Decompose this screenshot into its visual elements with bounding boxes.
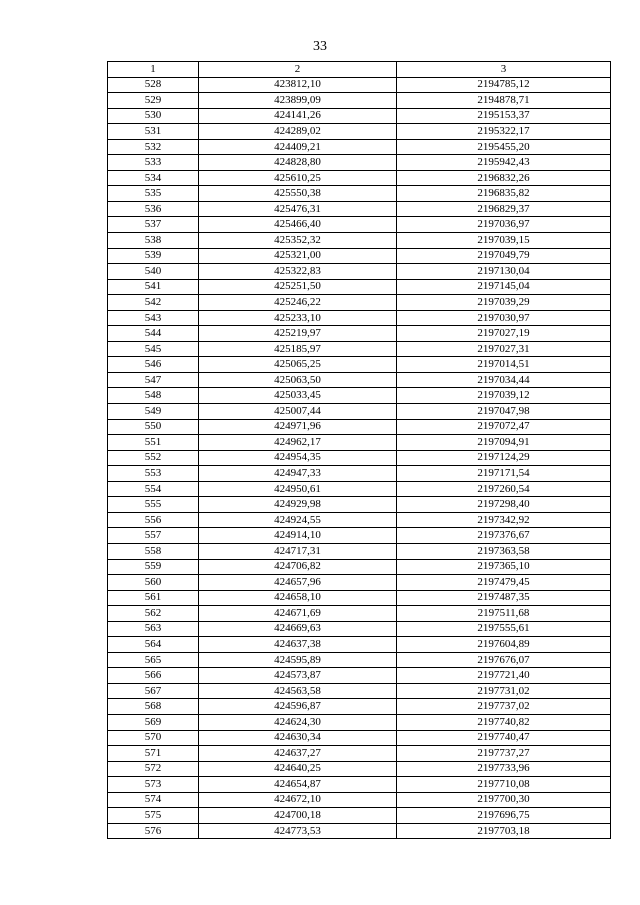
table-row [108,155,611,171]
y-coordinate-cell: 2197363,58 [397,543,611,559]
y-coordinate-cell: 2197700,30 [397,792,611,808]
table-row [108,248,611,264]
point-number-cell: 531 [108,124,199,140]
x-coordinate-cell: 425233,10 [199,310,397,326]
table-row [108,264,611,280]
y-coordinate-cell: 2197342,92 [397,512,611,528]
x-coordinate-cell: 424671,69 [199,606,397,622]
point-number-cell: 541 [108,279,199,295]
table-row [108,777,611,793]
x-coordinate-cell: 425246,22 [199,295,397,311]
point-number-cell: 544 [108,326,199,342]
point-number-cell: 553 [108,466,199,482]
table-row [108,590,611,606]
y-coordinate-cell: 2195942,43 [397,155,611,171]
x-coordinate-cell: 424929,98 [199,497,397,513]
table-row [108,466,611,482]
point-number-cell: 542 [108,295,199,311]
table-row [108,730,611,746]
point-number-cell: 536 [108,201,199,217]
table-row [108,77,611,93]
table-row [108,808,611,824]
point-number-cell: 534 [108,170,199,186]
table-row [108,606,611,622]
y-coordinate-cell: 2197047,98 [397,404,611,420]
x-coordinate-cell: 424773,53 [199,823,397,839]
table-row [108,233,611,249]
table-row [108,512,611,528]
y-coordinate-cell: 2197298,40 [397,497,611,513]
y-coordinate-cell: 2197072,47 [397,419,611,435]
x-coordinate-cell: 425251,50 [199,279,397,295]
table-row [108,746,611,762]
table-row [108,419,611,435]
point-number-cell: 533 [108,155,199,171]
point-number-cell: 566 [108,668,199,684]
point-number-cell: 575 [108,808,199,824]
table-row [108,279,611,295]
table-row [108,201,611,217]
table-row [108,357,611,373]
y-coordinate-cell: 2197740,82 [397,714,611,730]
table-row [108,621,611,637]
x-coordinate-cell: 424637,27 [199,746,397,762]
point-number-cell: 547 [108,372,199,388]
y-coordinate-cell: 2197049,79 [397,248,611,264]
y-coordinate-cell: 2197145,04 [397,279,611,295]
table-row [108,124,611,140]
point-number-cell: 568 [108,699,199,715]
point-number-cell: 565 [108,652,199,668]
y-coordinate-cell: 2196835,82 [397,186,611,202]
y-coordinate-cell: 2195153,37 [397,108,611,124]
point-number-cell: 549 [108,404,199,420]
table-row [108,450,611,466]
x-coordinate-cell: 425550,38 [199,186,397,202]
point-number-cell: 569 [108,714,199,730]
column-header-1: 1 [108,62,199,78]
point-number-cell: 563 [108,621,199,637]
table-row [108,310,611,326]
table-row [108,637,611,653]
y-coordinate-cell: 2197737,02 [397,699,611,715]
point-number-cell: 562 [108,606,199,622]
point-number-cell: 539 [108,248,199,264]
table-row [108,326,611,342]
y-coordinate-cell: 2197376,67 [397,528,611,544]
y-coordinate-cell: 2195322,17 [397,124,611,140]
point-number-cell: 548 [108,388,199,404]
point-number-cell: 558 [108,543,199,559]
x-coordinate-cell: 424658,10 [199,590,397,606]
table-row [108,683,611,699]
point-number-cell: 559 [108,559,199,575]
x-coordinate-cell: 424141,26 [199,108,397,124]
x-coordinate-cell: 425352,32 [199,233,397,249]
x-coordinate-cell: 424947,33 [199,466,397,482]
y-coordinate-cell: 2197027,19 [397,326,611,342]
point-number-cell: 556 [108,512,199,528]
x-coordinate-cell: 424657,96 [199,575,397,591]
x-coordinate-cell: 424624,30 [199,714,397,730]
table-row [108,714,611,730]
table-row [108,497,611,513]
table-row [108,668,611,684]
x-coordinate-cell: 424289,02 [199,124,397,140]
x-coordinate-cell: 425219,97 [199,326,397,342]
x-coordinate-cell: 424637,38 [199,637,397,653]
table-header [108,62,611,78]
point-number-cell: 572 [108,761,199,777]
x-coordinate-cell: 425065,25 [199,357,397,373]
table-row [108,792,611,808]
x-coordinate-cell: 425610,25 [199,170,397,186]
coordinates-table [107,61,611,839]
point-number-cell: 557 [108,528,199,544]
column-header-3: 3 [397,62,611,78]
y-coordinate-cell: 2197696,75 [397,808,611,824]
point-number-cell: 576 [108,823,199,839]
y-coordinate-cell: 2197014,51 [397,357,611,373]
y-coordinate-cell: 2195455,20 [397,139,611,155]
table-row [108,108,611,124]
y-coordinate-cell: 2197487,35 [397,590,611,606]
y-coordinate-cell: 2197740,47 [397,730,611,746]
point-number-cell: 571 [108,746,199,762]
x-coordinate-cell: 424717,31 [199,543,397,559]
y-coordinate-cell: 2197171,54 [397,466,611,482]
x-coordinate-cell: 424563,58 [199,683,397,699]
y-coordinate-cell: 2197124,29 [397,450,611,466]
y-coordinate-cell: 2197511,68 [397,606,611,622]
x-coordinate-cell: 423812,10 [199,77,397,93]
y-coordinate-cell: 2197039,15 [397,233,611,249]
point-number-cell: 546 [108,357,199,373]
table-row [108,575,611,591]
x-coordinate-cell: 424630,34 [199,730,397,746]
point-number-cell: 573 [108,777,199,793]
point-number-cell: 540 [108,264,199,280]
x-coordinate-cell: 424950,61 [199,481,397,497]
point-number-cell: 561 [108,590,199,606]
x-coordinate-cell: 424971,96 [199,419,397,435]
y-coordinate-cell: 2197130,04 [397,264,611,280]
y-coordinate-cell: 2196829,37 [397,201,611,217]
y-coordinate-cell: 2197034,44 [397,372,611,388]
x-coordinate-cell: 425466,40 [199,217,397,233]
table-row [108,217,611,233]
table-row [108,543,611,559]
point-number-cell: 570 [108,730,199,746]
table-row [108,404,611,420]
point-number-cell: 529 [108,93,199,109]
x-coordinate-cell: 425476,31 [199,201,397,217]
y-coordinate-cell: 2196832,26 [397,170,611,186]
table-row [108,139,611,155]
table-row [108,170,611,186]
y-coordinate-cell: 2197604,89 [397,637,611,653]
y-coordinate-cell: 2194785,12 [397,77,611,93]
y-coordinate-cell: 2197036,97 [397,217,611,233]
point-number-cell: 564 [108,637,199,653]
table-row [108,481,611,497]
x-coordinate-cell: 424640,25 [199,761,397,777]
table-row [108,761,611,777]
x-coordinate-cell: 424828,80 [199,155,397,171]
x-coordinate-cell: 424706,82 [199,559,397,575]
x-coordinate-cell: 423899,09 [199,93,397,109]
x-coordinate-cell: 424669,63 [199,621,397,637]
table-row [108,372,611,388]
page-number: 33 [313,39,327,54]
table-row [108,559,611,575]
y-coordinate-cell: 2197555,61 [397,621,611,637]
y-coordinate-cell: 2197039,12 [397,388,611,404]
point-number-cell: 543 [108,310,199,326]
point-number-cell: 567 [108,683,199,699]
y-coordinate-cell: 2197710,08 [397,777,611,793]
table-row [108,528,611,544]
y-coordinate-cell: 2197721,40 [397,668,611,684]
y-coordinate-cell: 2197733,96 [397,761,611,777]
point-number-cell: 532 [108,139,199,155]
x-coordinate-cell: 425033,45 [199,388,397,404]
x-coordinate-cell: 425185,97 [199,341,397,357]
x-coordinate-cell: 424596,87 [199,699,397,715]
point-number-cell: 554 [108,481,199,497]
point-number-cell: 550 [108,419,199,435]
column-header-2: 2 [199,62,397,78]
y-coordinate-cell: 2197094,91 [397,435,611,451]
point-number-cell: 574 [108,792,199,808]
point-number-cell: 528 [108,77,199,93]
header-row [108,62,611,78]
y-coordinate-cell: 2197365,10 [397,559,611,575]
x-coordinate-cell: 425322,83 [199,264,397,280]
x-coordinate-cell: 424924,55 [199,512,397,528]
table-row [108,341,611,357]
x-coordinate-cell: 425007,44 [199,404,397,420]
point-number-cell: 545 [108,341,199,357]
x-coordinate-cell: 424700,18 [199,808,397,824]
x-coordinate-cell: 424595,89 [199,652,397,668]
point-number-cell: 560 [108,575,199,591]
x-coordinate-cell: 425321,00 [199,248,397,264]
table-row [108,823,611,839]
table-row [108,435,611,451]
table-row [108,93,611,109]
table-row [108,388,611,404]
x-coordinate-cell: 424573,87 [199,668,397,684]
point-number-cell: 537 [108,217,199,233]
table-row [108,295,611,311]
point-number-cell: 551 [108,435,199,451]
x-coordinate-cell: 425063,50 [199,372,397,388]
point-number-cell: 535 [108,186,199,202]
x-coordinate-cell: 424654,87 [199,777,397,793]
x-coordinate-cell: 424914,10 [199,528,397,544]
y-coordinate-cell: 2197737,27 [397,746,611,762]
point-number-cell: 538 [108,233,199,249]
point-number-cell: 552 [108,450,199,466]
y-coordinate-cell: 2197479,45 [397,575,611,591]
y-coordinate-cell: 2197039,29 [397,295,611,311]
y-coordinate-cell: 2197703,18 [397,823,611,839]
x-coordinate-cell: 424672,10 [199,792,397,808]
table-body [108,77,611,839]
table-row [108,652,611,668]
y-coordinate-cell: 2194878,71 [397,93,611,109]
table-row [108,699,611,715]
point-number-cell: 555 [108,497,199,513]
x-coordinate-cell: 424962,17 [199,435,397,451]
y-coordinate-cell: 2197030,97 [397,310,611,326]
point-number-cell: 530 [108,108,199,124]
x-coordinate-cell: 424409,21 [199,139,397,155]
table-row [108,186,611,202]
x-coordinate-cell: 424954,35 [199,450,397,466]
y-coordinate-cell: 2197027,31 [397,341,611,357]
y-coordinate-cell: 2197260,54 [397,481,611,497]
y-coordinate-cell: 2197731,02 [397,683,611,699]
y-coordinate-cell: 2197676,07 [397,652,611,668]
